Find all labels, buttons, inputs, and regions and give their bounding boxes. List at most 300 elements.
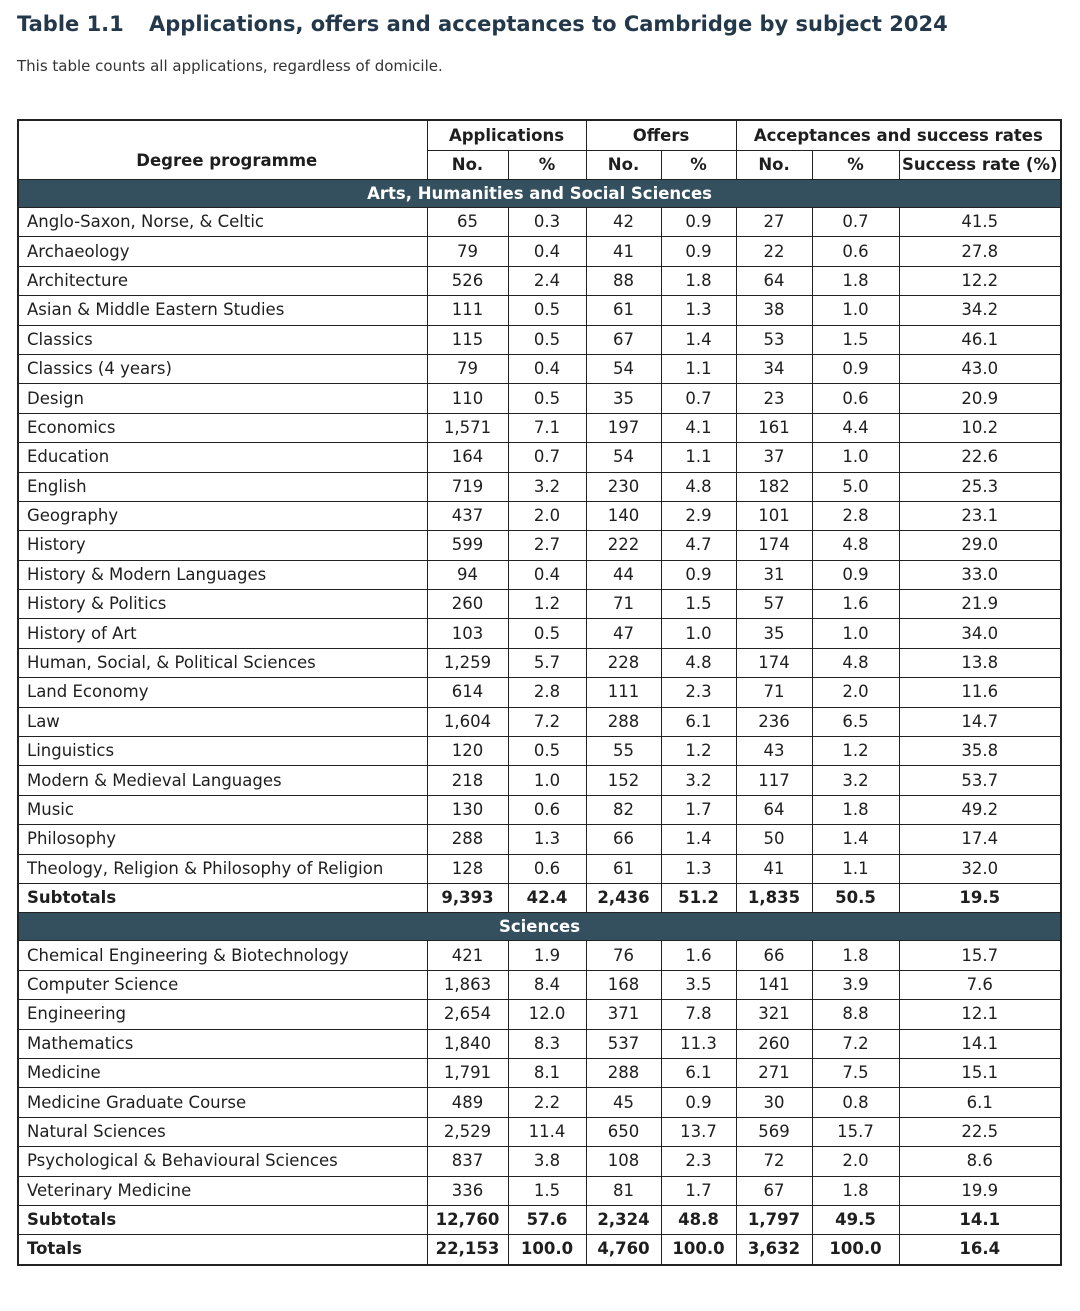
cell-applications-pct: 1.2 (508, 590, 586, 619)
cell-applications-no: 9,393 (427, 883, 508, 912)
cell-acceptances-pct: 1.5 (812, 325, 899, 354)
cell-acceptances-pct: 1.8 (812, 1176, 899, 1205)
section-header-row (18, 913, 1061, 941)
cell-success-rate: 35.8 (899, 737, 1061, 766)
cell-offers-pct: 6.1 (661, 1058, 736, 1087)
cell-acceptances-no: 117 (736, 766, 812, 795)
header-applications-pct: % (508, 151, 586, 180)
table-row (18, 707, 1061, 736)
table-row (18, 384, 1061, 413)
cell-offers-no: 61 (586, 296, 661, 325)
table-title-text: Applications, offers and acceptances to Cambridge by subject 2024 (149, 12, 948, 36)
cell-applications-no: 421 (427, 941, 508, 970)
cell-offers-no: 222 (586, 531, 661, 560)
cell-applications-no: 94 (427, 560, 508, 589)
cell-offers-pct: 1.8 (661, 266, 736, 295)
cell-applications-no: 103 (427, 619, 508, 648)
table-row (18, 1058, 1061, 1087)
cell-offers-no: 650 (586, 1117, 661, 1146)
cell-acceptances-pct: 1.8 (812, 941, 899, 970)
cell-acceptances-no: 236 (736, 707, 812, 736)
cell-applications-no: 130 (427, 795, 508, 824)
cell-acceptances-pct: 2.0 (812, 678, 899, 707)
cell-applications-pct: 0.5 (508, 325, 586, 354)
subtotal-row (18, 883, 1061, 912)
cell-success-rate: 34.2 (899, 296, 1061, 325)
cell-programme: Archaeology (18, 237, 427, 266)
cell-offers-no: 81 (586, 1176, 661, 1205)
cell-offers-no: 61 (586, 854, 661, 883)
cell-acceptances-no: 161 (736, 413, 812, 442)
cell-applications-pct: 2.8 (508, 678, 586, 707)
cell-offers-pct: 0.9 (661, 237, 736, 266)
cell-offers-pct: 1.3 (661, 854, 736, 883)
cell-acceptances-no: 57 (736, 590, 812, 619)
cell-programme: Medicine Graduate Course (18, 1088, 427, 1117)
header-acceptances: Acceptances and success rates (736, 120, 1061, 151)
cell-success-rate: 43.0 (899, 354, 1061, 383)
cell-programme: Veterinary Medicine (18, 1176, 427, 1205)
cell-acceptances-no: 1,797 (736, 1205, 812, 1234)
cell-programme: Human, Social, & Political Sciences (18, 648, 427, 677)
cell-acceptances-pct: 100.0 (812, 1235, 899, 1265)
cell-offers-pct: 6.1 (661, 707, 736, 736)
cell-offers-no: 2,324 (586, 1205, 661, 1234)
cell-programme: Linguistics (18, 737, 427, 766)
cell-applications-pct: 1.3 (508, 825, 586, 854)
cell-offers-no: 2,436 (586, 883, 661, 912)
cell-success-rate: 20.9 (899, 384, 1061, 413)
section-header-row (18, 180, 1061, 208)
cell-offers-no: 288 (586, 1058, 661, 1087)
cell-applications-no: 12,760 (427, 1205, 508, 1234)
table-row (18, 941, 1061, 970)
cell-success-rate: 15.7 (899, 941, 1061, 970)
header-offers: Offers (586, 120, 736, 151)
cell-acceptances-no: 64 (736, 266, 812, 295)
cell-success-rate: 25.3 (899, 472, 1061, 501)
cell-programme: Law (18, 707, 427, 736)
cell-offers-pct: 4.1 (661, 413, 736, 442)
cell-acceptances-pct: 0.9 (812, 560, 899, 589)
cell-programme: Medicine (18, 1058, 427, 1087)
cell-acceptances-pct: 7.2 (812, 1029, 899, 1058)
cell-acceptances-no: 72 (736, 1147, 812, 1176)
cell-success-rate: 32.0 (899, 854, 1061, 883)
cell-success-rate: 33.0 (899, 560, 1061, 589)
cell-success-rate: 22.6 (899, 443, 1061, 472)
cell-success-rate: 53.7 (899, 766, 1061, 795)
cell-programme: Mathematics (18, 1029, 427, 1058)
cell-applications-pct: 0.5 (508, 384, 586, 413)
cell-applications-pct: 1.9 (508, 941, 586, 970)
cell-offers-no: 288 (586, 707, 661, 736)
section-title: Sciences (18, 913, 1061, 941)
admissions-table (17, 119, 1062, 1266)
cell-applications-no: 111 (427, 296, 508, 325)
cell-programme: Totals (18, 1235, 427, 1265)
cell-applications-pct: 3.2 (508, 472, 586, 501)
cell-applications-no: 1,863 (427, 970, 508, 999)
header-acceptances-pct: % (812, 151, 899, 180)
table-title (17, 12, 948, 36)
cell-offers-no: 45 (586, 1088, 661, 1117)
cell-programme: Architecture (18, 266, 427, 295)
cell-acceptances-pct: 0.7 (812, 208, 899, 237)
table-row (18, 678, 1061, 707)
table-row (18, 325, 1061, 354)
header-degree-programme: Degree programme (18, 120, 427, 180)
cell-acceptances-no: 141 (736, 970, 812, 999)
cell-success-rate: 23.1 (899, 501, 1061, 530)
cell-offers-no: 47 (586, 619, 661, 648)
cell-acceptances-pct: 3.9 (812, 970, 899, 999)
cell-acceptances-no: 38 (736, 296, 812, 325)
cell-offers-no: 197 (586, 413, 661, 442)
cell-offers-pct: 0.9 (661, 560, 736, 589)
cell-applications-no: 288 (427, 825, 508, 854)
table-row (18, 1029, 1061, 1058)
cell-acceptances-pct: 3.2 (812, 766, 899, 795)
cell-programme: Land Economy (18, 678, 427, 707)
cell-applications-no: 437 (427, 501, 508, 530)
cell-success-rate: 34.0 (899, 619, 1061, 648)
table-header (18, 120, 1061, 180)
cell-offers-pct: 100.0 (661, 1235, 736, 1265)
cell-applications-pct: 42.4 (508, 883, 586, 912)
table-row (18, 560, 1061, 589)
subtotal-row (18, 1205, 1061, 1234)
cell-acceptances-pct: 1.8 (812, 266, 899, 295)
cell-success-rate: 14.1 (899, 1029, 1061, 1058)
cell-acceptances-no: 37 (736, 443, 812, 472)
cell-programme: Education (18, 443, 427, 472)
cell-offers-pct: 1.7 (661, 1176, 736, 1205)
cell-acceptances-pct: 1.2 (812, 737, 899, 766)
table-row (18, 795, 1061, 824)
cell-programme: Classics (18, 325, 427, 354)
cell-acceptances-pct: 1.0 (812, 619, 899, 648)
cell-acceptances-no: 1,835 (736, 883, 812, 912)
table-row (18, 208, 1061, 237)
cell-success-rate: 11.6 (899, 678, 1061, 707)
cell-applications-pct: 1.0 (508, 766, 586, 795)
cell-acceptances-pct: 1.1 (812, 854, 899, 883)
cell-applications-no: 164 (427, 443, 508, 472)
cell-applications-pct: 11.4 (508, 1117, 586, 1146)
cell-applications-pct: 0.3 (508, 208, 586, 237)
cell-applications-pct: 0.7 (508, 443, 586, 472)
cell-success-rate: 19.9 (899, 1176, 1061, 1205)
cell-offers-no: 88 (586, 266, 661, 295)
cell-programme: Natural Sciences (18, 1117, 427, 1146)
table-row (18, 472, 1061, 501)
cell-offers-pct: 2.9 (661, 501, 736, 530)
table-row (18, 354, 1061, 383)
cell-applications-pct: 0.6 (508, 795, 586, 824)
cell-acceptances-no: 3,632 (736, 1235, 812, 1265)
header-offers-no: No. (586, 151, 661, 180)
cell-acceptances-no: 64 (736, 795, 812, 824)
cell-applications-no: 1,604 (427, 707, 508, 736)
cell-offers-no: 4,760 (586, 1235, 661, 1265)
section-title: Arts, Humanities and Social Sciences (18, 180, 1061, 208)
cell-offers-no: 140 (586, 501, 661, 530)
cell-applications-pct: 1.5 (508, 1176, 586, 1205)
table-row (18, 237, 1061, 266)
cell-acceptances-pct: 0.6 (812, 237, 899, 266)
cell-acceptances-pct: 1.4 (812, 825, 899, 854)
cell-offers-pct: 1.5 (661, 590, 736, 619)
cell-acceptances-pct: 1.0 (812, 443, 899, 472)
cell-success-rate: 16.4 (899, 1235, 1061, 1265)
cell-acceptances-no: 71 (736, 678, 812, 707)
cell-applications-pct: 0.4 (508, 237, 586, 266)
cell-success-rate: 12.2 (899, 266, 1061, 295)
cell-acceptances-pct: 0.9 (812, 354, 899, 383)
cell-acceptances-no: 66 (736, 941, 812, 970)
cell-offers-pct: 1.7 (661, 795, 736, 824)
cell-offers-no: 66 (586, 825, 661, 854)
cell-applications-pct: 5.7 (508, 648, 586, 677)
cell-acceptances-no: 67 (736, 1176, 812, 1205)
cell-offers-no: 54 (586, 354, 661, 383)
cell-acceptances-pct: 7.5 (812, 1058, 899, 1087)
cell-applications-no: 110 (427, 384, 508, 413)
cell-offers-no: 54 (586, 443, 661, 472)
cell-success-rate: 29.0 (899, 531, 1061, 560)
cell-applications-pct: 100.0 (508, 1235, 586, 1265)
cell-applications-pct: 0.5 (508, 619, 586, 648)
cell-applications-pct: 0.4 (508, 560, 586, 589)
cell-offers-no: 42 (586, 208, 661, 237)
cell-applications-no: 79 (427, 354, 508, 383)
cell-applications-no: 1,571 (427, 413, 508, 442)
cell-offers-no: 71 (586, 590, 661, 619)
table-row (18, 590, 1061, 619)
cell-acceptances-pct: 4.8 (812, 531, 899, 560)
cell-offers-pct: 48.8 (661, 1205, 736, 1234)
cell-acceptances-no: 41 (736, 854, 812, 883)
table-row (18, 970, 1061, 999)
cell-success-rate: 14.7 (899, 707, 1061, 736)
cell-programme: English (18, 472, 427, 501)
cell-offers-pct: 13.7 (661, 1117, 736, 1146)
cell-success-rate: 19.5 (899, 883, 1061, 912)
cell-acceptances-no: 34 (736, 354, 812, 383)
cell-offers-pct: 1.0 (661, 619, 736, 648)
cell-success-rate: 8.6 (899, 1147, 1061, 1176)
cell-programme: Computer Science (18, 970, 427, 999)
cell-offers-pct: 1.6 (661, 941, 736, 970)
table-row (18, 501, 1061, 530)
cell-applications-pct: 8.1 (508, 1058, 586, 1087)
cell-acceptances-no: 30 (736, 1088, 812, 1117)
table-row (18, 1117, 1061, 1146)
cell-acceptances-no: 27 (736, 208, 812, 237)
cell-offers-no: 537 (586, 1029, 661, 1058)
cell-success-rate: 6.1 (899, 1088, 1061, 1117)
cell-applications-no: 218 (427, 766, 508, 795)
cell-acceptances-pct: 0.6 (812, 384, 899, 413)
cell-offers-no: 35 (586, 384, 661, 413)
cell-acceptances-pct: 15.7 (812, 1117, 899, 1146)
cell-success-rate: 27.8 (899, 237, 1061, 266)
cell-programme: Design (18, 384, 427, 413)
cell-offers-no: 371 (586, 1000, 661, 1029)
header-success-rate: Success rate (%) (899, 151, 1061, 180)
cell-applications-pct: 0.5 (508, 296, 586, 325)
cell-programme: Engineering (18, 1000, 427, 1029)
totals-row (18, 1235, 1061, 1265)
cell-offers-pct: 1.3 (661, 296, 736, 325)
cell-acceptances-pct: 4.4 (812, 413, 899, 442)
cell-applications-no: 1,791 (427, 1058, 508, 1087)
cell-acceptances-pct: 6.5 (812, 707, 899, 736)
cell-success-rate: 15.1 (899, 1058, 1061, 1087)
cell-applications-no: 115 (427, 325, 508, 354)
table-row (18, 531, 1061, 560)
cell-offers-no: 41 (586, 237, 661, 266)
table-row (18, 766, 1061, 795)
table-body (18, 180, 1061, 1265)
cell-offers-pct: 7.8 (661, 1000, 736, 1029)
header-acceptances-no: No. (736, 151, 812, 180)
cell-applications-pct: 2.4 (508, 266, 586, 295)
cell-applications-no: 2,654 (427, 1000, 508, 1029)
cell-programme: Psychological & Behavioural Sciences (18, 1147, 427, 1176)
cell-applications-pct: 2.2 (508, 1088, 586, 1117)
cell-success-rate: 49.2 (899, 795, 1061, 824)
cell-success-rate: 13.8 (899, 648, 1061, 677)
cell-acceptances-no: 43 (736, 737, 812, 766)
cell-programme: Classics (4 years) (18, 354, 427, 383)
table-subtitle: This table counts all applications, regardless of domicile. (17, 57, 443, 75)
cell-applications-pct: 0.5 (508, 737, 586, 766)
cell-offers-pct: 0.7 (661, 384, 736, 413)
cell-programme: Geography (18, 501, 427, 530)
cell-applications-no: 599 (427, 531, 508, 560)
cell-success-rate: 14.1 (899, 1205, 1061, 1234)
cell-programme: History of Art (18, 619, 427, 648)
table-number: Table 1.1 (17, 12, 124, 36)
header-offers-pct: % (661, 151, 736, 180)
cell-programme: Subtotals (18, 1205, 427, 1234)
table-row (18, 443, 1061, 472)
cell-applications-pct: 3.8 (508, 1147, 586, 1176)
cell-offers-pct: 2.3 (661, 678, 736, 707)
cell-programme: Economics (18, 413, 427, 442)
cell-applications-pct: 0.6 (508, 854, 586, 883)
cell-programme: Asian & Middle Eastern Studies (18, 296, 427, 325)
cell-applications-no: 1,840 (427, 1029, 508, 1058)
cell-applications-pct: 7.1 (508, 413, 586, 442)
cell-acceptances-no: 53 (736, 325, 812, 354)
cell-programme: History & Politics (18, 590, 427, 619)
cell-programme: Chemical Engineering & Biotechnology (18, 941, 427, 970)
cell-applications-pct: 8.4 (508, 970, 586, 999)
cell-applications-no: 128 (427, 854, 508, 883)
cell-acceptances-pct: 1.0 (812, 296, 899, 325)
cell-offers-pct: 3.5 (661, 970, 736, 999)
cell-acceptances-pct: 50.5 (812, 883, 899, 912)
cell-acceptances-no: 182 (736, 472, 812, 501)
cell-offers-no: 82 (586, 795, 661, 824)
cell-success-rate: 12.1 (899, 1000, 1061, 1029)
cell-acceptances-pct: 8.8 (812, 1000, 899, 1029)
cell-acceptances-no: 260 (736, 1029, 812, 1058)
cell-applications-no: 526 (427, 266, 508, 295)
cell-applications-no: 489 (427, 1088, 508, 1117)
cell-success-rate: 7.6 (899, 970, 1061, 999)
cell-success-rate: 46.1 (899, 325, 1061, 354)
cell-programme: History & Modern Languages (18, 560, 427, 589)
cell-acceptances-pct: 4.8 (812, 648, 899, 677)
cell-success-rate: 10.2 (899, 413, 1061, 442)
cell-success-rate: 41.5 (899, 208, 1061, 237)
cell-applications-no: 719 (427, 472, 508, 501)
cell-offers-no: 76 (586, 941, 661, 970)
cell-offers-no: 44 (586, 560, 661, 589)
cell-acceptances-pct: 2.0 (812, 1147, 899, 1176)
cell-applications-no: 2,529 (427, 1117, 508, 1146)
header-applications: Applications (427, 120, 586, 151)
cell-acceptances-no: 22 (736, 237, 812, 266)
cell-offers-pct: 1.2 (661, 737, 736, 766)
cell-offers-pct: 0.9 (661, 208, 736, 237)
cell-offers-pct: 2.3 (661, 1147, 736, 1176)
cell-applications-no: 260 (427, 590, 508, 619)
table-row (18, 737, 1061, 766)
cell-offers-no: 228 (586, 648, 661, 677)
cell-acceptances-no: 50 (736, 825, 812, 854)
table-row (18, 854, 1061, 883)
cell-offers-pct: 1.4 (661, 325, 736, 354)
cell-offers-no: 55 (586, 737, 661, 766)
cell-programme: History (18, 531, 427, 560)
cell-offers-no: 111 (586, 678, 661, 707)
table-row (18, 619, 1061, 648)
cell-acceptances-no: 271 (736, 1058, 812, 1087)
cell-programme: Modern & Medieval Languages (18, 766, 427, 795)
cell-programme: Philosophy (18, 825, 427, 854)
cell-applications-no: 120 (427, 737, 508, 766)
cell-acceptances-no: 174 (736, 648, 812, 677)
table-row (18, 296, 1061, 325)
cell-programme: Music (18, 795, 427, 824)
cell-acceptances-no: 101 (736, 501, 812, 530)
cell-offers-pct: 1.1 (661, 443, 736, 472)
cell-acceptances-no: 31 (736, 560, 812, 589)
cell-offers-pct: 4.7 (661, 531, 736, 560)
cell-applications-pct: 8.3 (508, 1029, 586, 1058)
cell-success-rate: 22.5 (899, 1117, 1061, 1146)
cell-success-rate: 21.9 (899, 590, 1061, 619)
table-row (18, 1176, 1061, 1205)
cell-acceptances-no: 321 (736, 1000, 812, 1029)
cell-offers-no: 230 (586, 472, 661, 501)
cell-offers-pct: 1.1 (661, 354, 736, 383)
cell-acceptances-pct: 0.8 (812, 1088, 899, 1117)
cell-acceptances-pct: 5.0 (812, 472, 899, 501)
cell-offers-no: 108 (586, 1147, 661, 1176)
cell-acceptances-pct: 49.5 (812, 1205, 899, 1234)
cell-applications-no: 837 (427, 1147, 508, 1176)
cell-applications-pct: 7.2 (508, 707, 586, 736)
cell-applications-no: 79 (427, 237, 508, 266)
cell-acceptances-no: 35 (736, 619, 812, 648)
table-row (18, 1000, 1061, 1029)
